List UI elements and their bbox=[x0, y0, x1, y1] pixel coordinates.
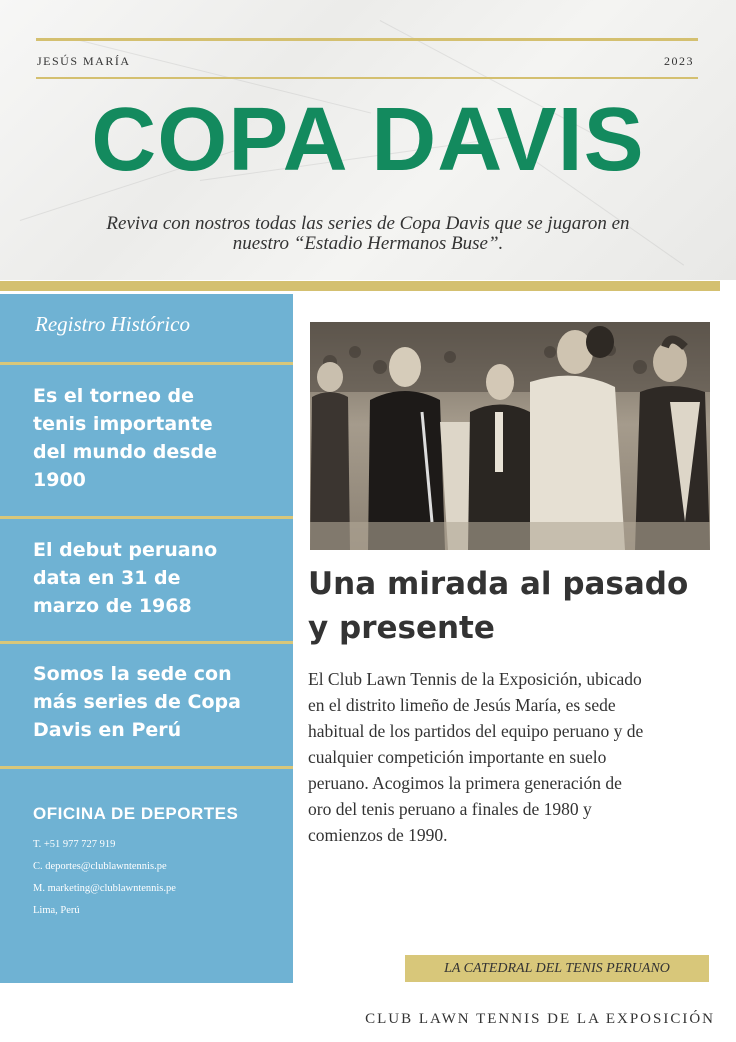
body-line: El Club Lawn Tennis de la Exposición, ubicado bbox=[308, 669, 642, 689]
fact-debut bbox=[33, 536, 273, 620]
office-phone: T. +51 977 727 919 bbox=[33, 839, 116, 850]
office-email: C. deportes@clublawntennis.pe bbox=[33, 861, 167, 872]
body-line: peruano. Acogimos la primera generación de bbox=[308, 773, 622, 793]
header-divider-bar bbox=[0, 281, 720, 291]
fact-line: más series de Copa bbox=[33, 691, 241, 713]
sidebar-divider bbox=[0, 362, 293, 365]
fact-line: Es el torneo de bbox=[33, 385, 194, 407]
sidebar-section-label: Registro Histórico bbox=[35, 312, 190, 336]
photo-image bbox=[310, 322, 710, 550]
tagline-badge: LA CATEDRAL DEL TENIS PERUANO bbox=[405, 955, 709, 982]
subtitle-line-1: Reviva con nostros todas las series de Copa Davis que se jugaron en bbox=[106, 213, 630, 234]
body-line: en el distrito limeño de Jesús María, es sede bbox=[308, 695, 616, 715]
header-top-rule bbox=[36, 38, 698, 41]
fact-line: Davis en Perú bbox=[33, 719, 182, 741]
office-marketing: M. marketing@clublawntennis.pe bbox=[33, 883, 176, 894]
fact-line: Somos la sede con bbox=[33, 663, 232, 685]
page-title: COPA DAVIS bbox=[91, 90, 645, 190]
sidebar bbox=[0, 294, 293, 983]
office-title: OFICINA DE DEPORTES bbox=[33, 804, 239, 823]
fact-line: data en 31 de bbox=[33, 567, 181, 589]
historical-photo bbox=[310, 322, 710, 550]
sidebar-divider bbox=[0, 641, 293, 644]
location-label: JESÚS MARÍA bbox=[37, 54, 131, 68]
subtitle-line-2: nuestro “Estadio Hermanos Buse”. bbox=[232, 233, 504, 254]
body-line: oro del tenis peruano a finales de 1980 y bbox=[308, 799, 592, 819]
footer-club-name: CLUB LAWN TENNIS DE LA EXPOSICIÓN bbox=[365, 1011, 715, 1027]
year-label: 2023 bbox=[664, 54, 694, 68]
article-body bbox=[308, 666, 713, 848]
fact-line: 1900 bbox=[33, 469, 86, 491]
headline-line-1: Una mirada al pasado bbox=[308, 566, 689, 602]
article-headline bbox=[308, 562, 718, 650]
subtitle bbox=[50, 214, 686, 254]
fact-line: El debut peruano bbox=[33, 539, 218, 561]
body-line: comienzos de 1990. bbox=[308, 825, 448, 845]
header-bottom-rule bbox=[36, 77, 698, 79]
body-line: habitual de los partidos del equipo peruano y de bbox=[308, 721, 644, 741]
fact-line: marzo de 1968 bbox=[33, 595, 192, 617]
fact-line: tenis importante bbox=[33, 413, 213, 435]
headline-line-2: y presente bbox=[308, 610, 495, 646]
sidebar-divider bbox=[0, 766, 293, 769]
office-city: Lima, Perú bbox=[33, 905, 80, 916]
fact-torneo bbox=[33, 382, 273, 494]
fact-sede bbox=[33, 660, 273, 744]
fact-line: del mundo desde bbox=[33, 441, 218, 463]
sidebar-divider bbox=[0, 516, 293, 519]
body-line: cualquier competición importante en suelo bbox=[308, 747, 607, 767]
